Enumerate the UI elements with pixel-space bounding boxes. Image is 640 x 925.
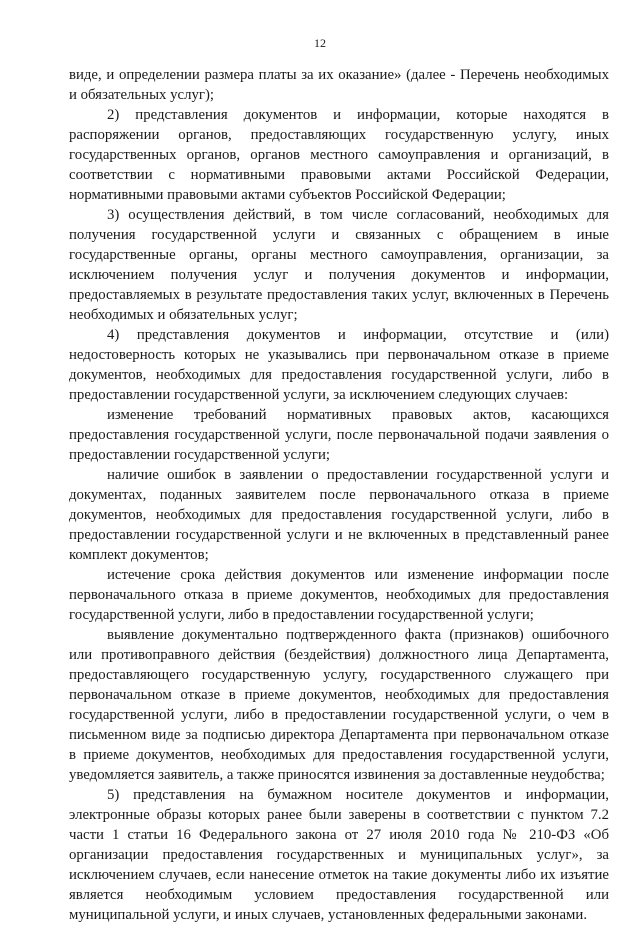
page-number: 12 (314, 36, 326, 50)
paragraph-exception-3: истечение срока действия документов или изменение информации после первоначального отказа в приеме документов, необходимых для предоставления государственной услуги, либо в предоставлении государственной услуги; (69, 567, 609, 623)
body-text (69, 65, 609, 925)
paragraph-item-5: 5) представления на бумажном носителе документов и информации, электронные образы которых ранее были заверены в соответствии с пунктом 7.2 части 1 статьи 16 Федерального закона от 27 июля 2010 года № 210-ФЗ «Об организации предоставления государственных и муниципальных услуг», за исключением случаев, если нанесение отметок на такие документы либо их изъятие является необходимым условием предоставления государственной или муниципальной услуги, и иных случаев, установленных федеральными законами. (69, 787, 609, 923)
paragraph-continuation: виде, и определении размера платы за их оказание» (далее - Перечень необходимых и обязательных услуг); (69, 67, 609, 103)
paragraph-item-2: 2) представления документов и информации, которые находятся в распоряжении органов, предоставляющих государственную услугу, иных государственных органов, органов местного самоуправления и организаций, в соответствии с нормативными правовыми актами Российской Федерации, нормативными правовыми актами субъектов Российской Федерации; (69, 107, 609, 203)
paragraph-item-4: 4) представления документов и информации, отсутствие и (или) недостоверность которых не указывались при первоначальном отказе в приеме документов, необходимых для предоставления государственной услуги, либо в предоставлении государственной услуги, за исключением следующих случаев: (69, 327, 609, 403)
paragraph-exception-2: наличие ошибок в заявлении о предоставлении государственной услуги и документах, поданных заявителем после первоначального отказа в приеме документов, необходимых для предоставления государственной услуги, либо в предоставлении государственной услуги и не включенных в представленный ранее комплект документов; (69, 467, 609, 563)
paragraph-exception-1: изменение требований нормативных правовых актов, касающихся предоставления государственной услуги, после первоначальной подачи заявления о предоставлении государственной услуги; (69, 407, 609, 463)
paragraph-exception-4: выявление документально подтвержденного факта (признаков) ошибочного или противоправного действия (бездействия) должностного лица Департамента, предоставляющего государственную услугу, государственного служащего при первоначальном отказе в приеме документов, необходимых для предоставления государственной услуги, либо в предоставлении государственной услуги, о чем в письменном виде за подписью директора Департамента при первоначальном отказе в приеме документов, необходимых для предоставления государственной услуги, уведомляется заявитель, а также приносятся извинения за доставленные неудобства; (69, 627, 609, 783)
paragraph-item-3: 3) осуществления действий, в том числе согласований, необходимых для получения государственной услуги и связанных с обращением в иные государственные органы, органы местного самоуправления, организации, за исключением получения услуг и получения документов и информации, предоставляемых в результате предоставления таких услуг, включенных в Перечень необходимых и обязательных услуг; (69, 207, 609, 323)
